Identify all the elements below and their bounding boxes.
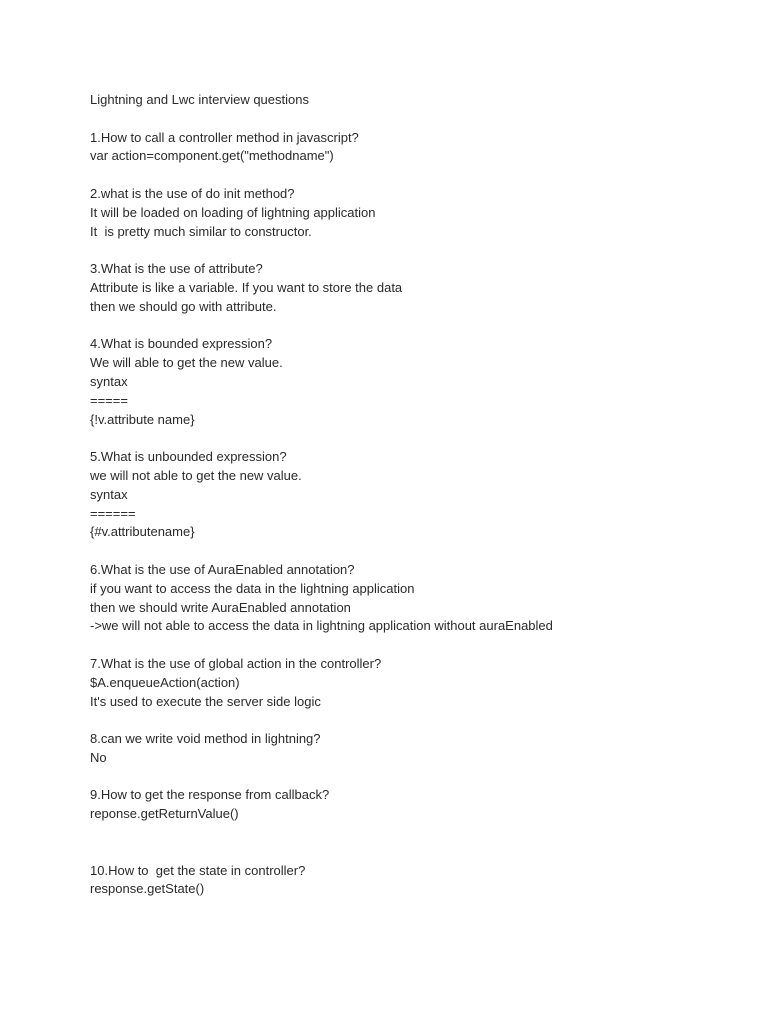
- answer-line: we will not able to get the new value.: [90, 467, 302, 483]
- answer-line: syntax: [90, 373, 128, 389]
- answer-line: ======: [90, 505, 136, 521]
- answer-line: syntax: [90, 486, 128, 502]
- answer-line: reponse.getReturnValue(): [90, 806, 239, 822]
- answer-line: ->we will not able to access the data in lightning application without auraEnabled: [90, 618, 553, 634]
- question: 9.How to get the response from callback?: [90, 787, 330, 803]
- answer-line: We will able to get the new value.: [90, 355, 283, 371]
- question: 4.What is bounded expression?: [90, 336, 273, 352]
- answer-line: It's used to execute the server side logic: [90, 693, 321, 709]
- qa-item-1: [90, 129, 730, 167]
- answer-line: var action=component.get("methodname"): [90, 148, 334, 164]
- answer-line: $A.enqueueAction(action): [90, 674, 240, 690]
- answer-line: response.getState(): [90, 881, 205, 897]
- qa-item-5: [90, 448, 730, 542]
- qa-item-8: [90, 730, 730, 768]
- answer-line: then we should go with attribute.: [90, 298, 277, 314]
- question: 8.can we write void method in lightning?: [90, 731, 321, 747]
- answer-line: if you want to access the data in the lightning application: [90, 580, 415, 596]
- answer-line: =====: [90, 392, 128, 408]
- qa-item-7: [90, 655, 730, 711]
- qa-item-4: [90, 335, 730, 429]
- question: 7.What is the use of global action in the controller?: [90, 655, 382, 671]
- question: 6.What is the use of AuraEnabled annotation?: [90, 561, 355, 577]
- answer-line: Attribute is like a variable. If you want to store the data: [90, 279, 403, 295]
- qa-item-9: [90, 786, 730, 824]
- qa-item-2: [90, 185, 730, 241]
- answer-line: {!v.attribute name}: [90, 411, 195, 427]
- question: 5.What is unbounded expression?: [90, 449, 287, 465]
- qa-item-6: [90, 561, 730, 636]
- answer-line: then we should write AuraEnabled annotation: [90, 599, 351, 615]
- qa-item-10: [90, 862, 730, 900]
- question: 3.What is the use of attribute?: [90, 261, 263, 277]
- document-title: Lightning and Lwc interview questions: [90, 92, 309, 107]
- document-body: [90, 91, 730, 899]
- answer-line: {#v.attributename}: [90, 524, 195, 540]
- answer-line: No: [90, 749, 107, 765]
- qa-item-3: [90, 260, 730, 316]
- answer-line: It is pretty much similar to constructor.: [90, 223, 312, 239]
- question: 2.what is the use of do init method?: [90, 185, 295, 201]
- answer-line: It will be loaded on loading of lightning application: [90, 204, 376, 220]
- question: 10.How to get the state in controller?: [90, 862, 306, 878]
- question: 1.How to call a controller method in javascript?: [90, 129, 359, 145]
